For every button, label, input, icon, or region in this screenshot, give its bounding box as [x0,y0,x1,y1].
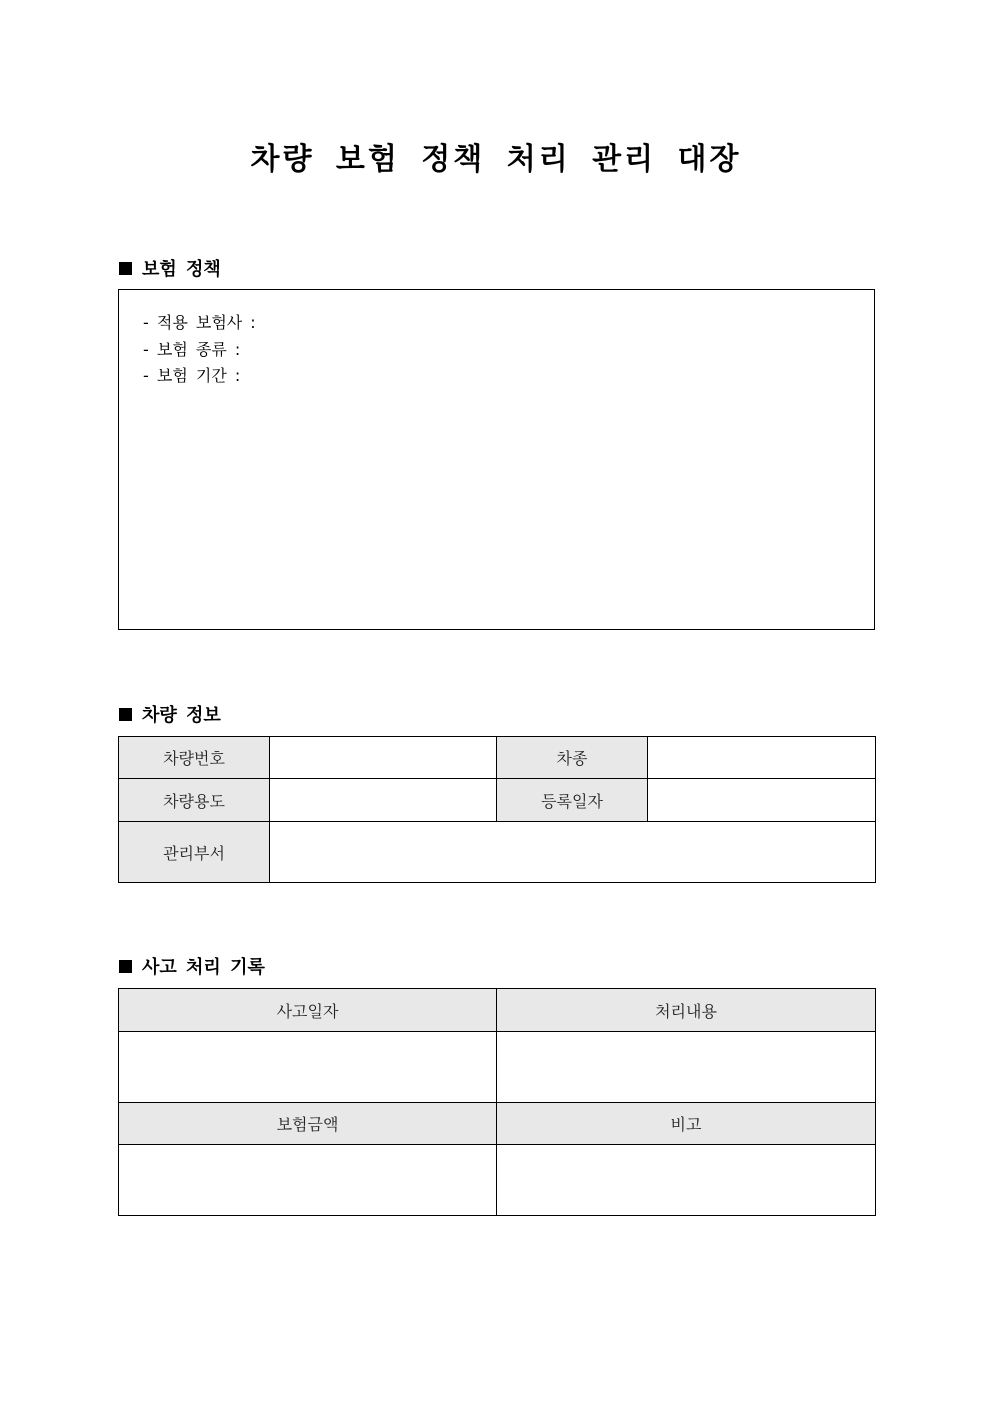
page-title: 차량 보험 정책 처리 관리 대장 [250,142,742,177]
header-remarks: 비고 [497,1103,876,1145]
processing-details-field[interactable] [497,1032,876,1103]
vehicle-info-table [118,736,876,883]
policy-type-line: - 보험 종류 : [143,339,241,359]
square-bullet-icon [119,960,132,973]
table-row [119,1032,876,1103]
label-registration-date: 등록일자 [497,779,648,822]
header-processing-details: 처리내용 [497,989,876,1032]
header-accident-date: 사고일자 [119,989,497,1032]
policy-lines [143,310,256,390]
vehicle-section-heading [119,701,221,727]
insurance-amount-field[interactable] [119,1145,497,1216]
table-row [119,737,876,779]
registration-date-field[interactable] [648,779,876,822]
accident-section-heading [119,953,265,979]
remarks-field[interactable] [497,1145,876,1216]
table-row [119,779,876,822]
label-vehicle-number: 차량번호 [119,737,270,779]
vehicle-model-field[interactable] [648,737,876,779]
department-field[interactable] [270,822,876,883]
label-vehicle-model: 차종 [497,737,648,779]
table-header-row [119,989,876,1032]
table-row [119,822,876,883]
policy-section-heading [119,255,221,281]
header-insurance-amount: 보험금액 [119,1103,497,1145]
policy-box [118,289,875,630]
accident-record-table [118,988,876,1216]
vehicle-usage-field[interactable] [270,779,497,822]
table-header-row [119,1103,876,1145]
accident-date-field[interactable] [119,1032,497,1103]
vehicle-heading-text: 차량 정보 [142,705,221,726]
policy-heading-text: 보험 정책 [142,259,221,280]
label-department: 관리부서 [119,822,270,883]
policy-insurer-line: - 적용 보험사 : [143,313,256,332]
policy-period-line: - 보험 기간 : [143,366,241,385]
square-bullet-icon [119,708,132,721]
vehicle-number-field[interactable] [270,737,497,779]
square-bullet-icon [119,262,132,275]
label-vehicle-usage: 차량용도 [119,779,270,822]
accident-heading-text: 사고 처리 기록 [142,957,265,978]
table-row [119,1145,876,1216]
